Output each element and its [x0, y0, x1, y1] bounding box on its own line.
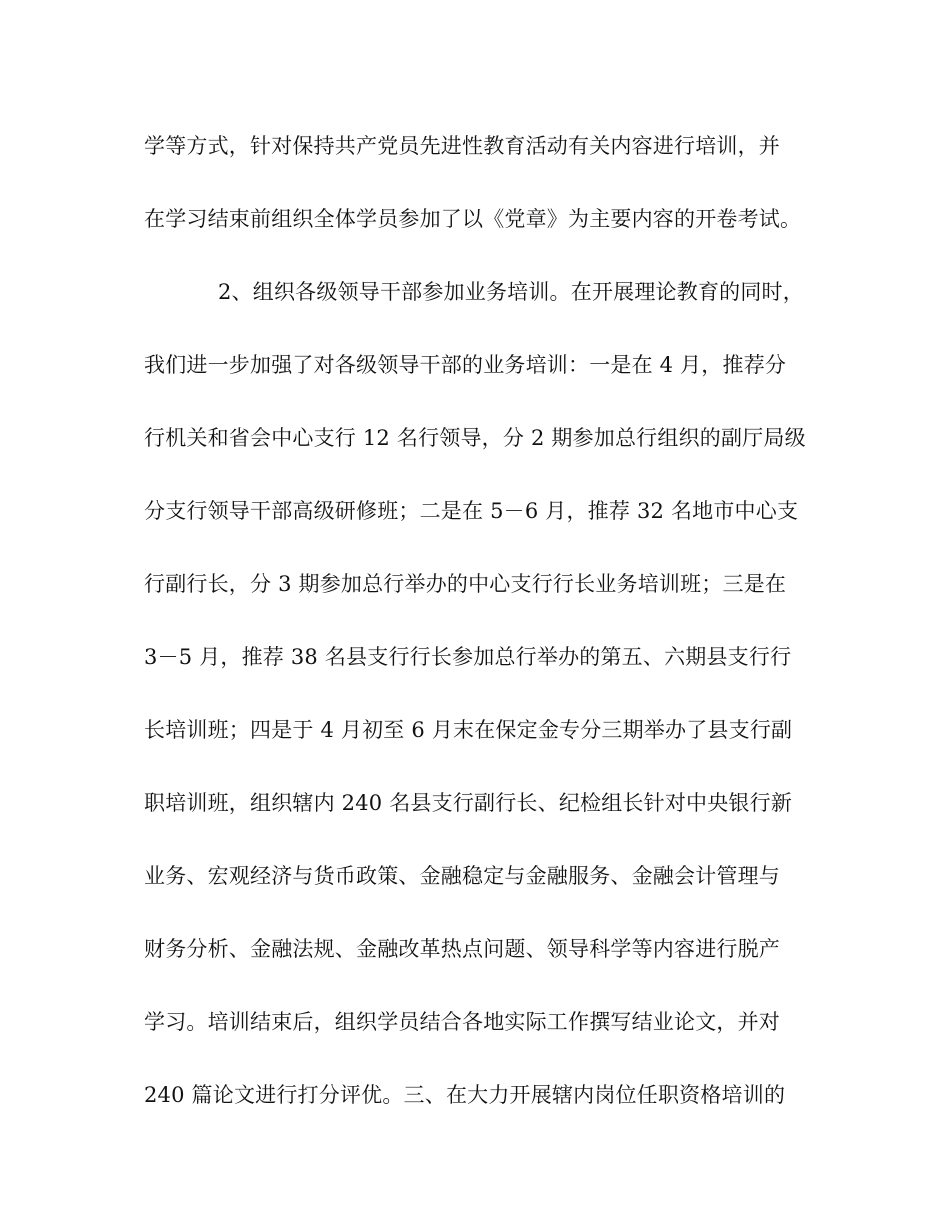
paragraph-line: 行机关和省会中心支行 12 名行领导，分 2 期参加总行组织的副厅局级	[144, 426, 806, 450]
paragraph-line: 我们进一步加强了对各级领导干部的业务培训：一是在 4 月，推荐分	[144, 353, 787, 377]
paragraph-line: 学等方式，针对保持共产党员先进性教育活动有关内容进行培训，并	[144, 134, 780, 158]
paragraph-line: 学习。培训结束后，组织学员结合各地实际工作撰写结业论文，并对	[144, 1010, 780, 1034]
paragraph-line: 长培训班；四是于 4 月初至 6 月末在保定金专分三期举办了县支行副	[144, 718, 793, 742]
paragraph-line: 240 篇论文进行打分评优。三、在大力开展辖内岗位任职资格培训的	[144, 1083, 786, 1107]
paragraph-line: 职培训班，组织辖内 240 名县支行副行长、纪检组长针对中央银行新	[144, 791, 793, 815]
paragraph-line-indented: 2、组织各级领导干部参加业务培训。在开展理论教育的同时，	[218, 280, 804, 304]
paragraph-line: 财务分析、金融法规、金融改革热点问题、领导科学等内容进行脱产	[144, 937, 780, 961]
paragraph-line: 分支行领导干部高级研修班；二是在 5－6 月，推荐 32 名地市中心支	[144, 499, 799, 523]
paragraph-line: 行副行长，分 3 期参加总行举办的中心支行行长业务培训班；三是在	[144, 572, 787, 596]
paragraph-line: 3－5 月，推荐 38 名县支行行长参加总行举办的第五、六期县支行行	[144, 645, 792, 669]
paragraph-line: 在学习结束前组织全体学员参加了以《党章》为主要内容的开卷考试。	[144, 207, 802, 231]
paragraph-line: 业务、宏观经济与货币政策、金融稳定与金融服务、金融会计管理与	[144, 864, 780, 888]
